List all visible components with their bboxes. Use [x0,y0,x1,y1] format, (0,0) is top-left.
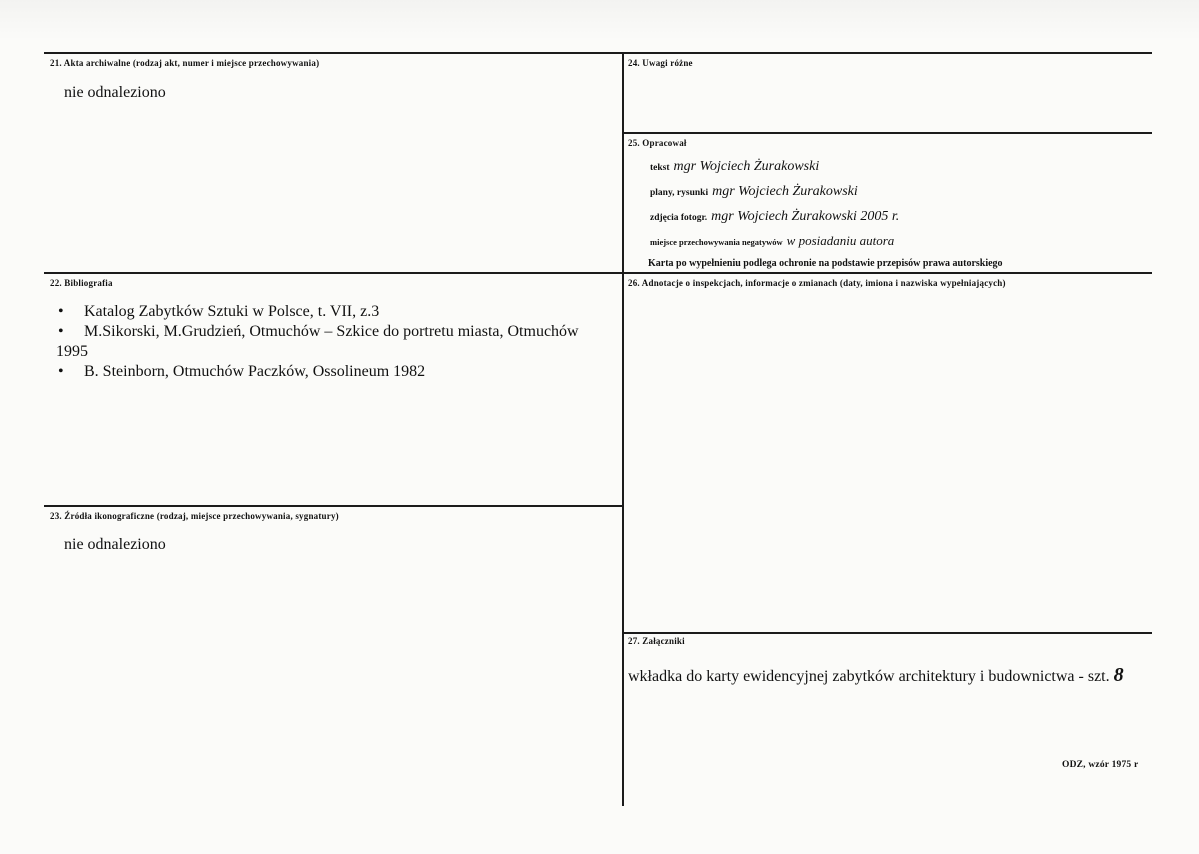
bibliography-item-continuation: 1995 [56,343,88,360]
section-21-value: nie odnaleziono [64,84,166,101]
attachments-value: wkładka do karty ewidencyjnej zabytków architektury i budownictwa - szt. 8 [628,664,1124,686]
author-plans-row: plany, rysunki mgr Wojciech Żurakowski [650,184,858,199]
author-text-row: tekst mgr Wojciech Żurakowski [650,159,820,174]
section-21-label: 21. Akta archiwalne (rodzaj akt, numer i miejsce przechowywania) [50,58,320,68]
section-23-label: 23. Źródła ikonograficzne (rodzaj, miejsce przechowywania, sygnatury) [50,511,339,521]
section-22-label: 22. Bibliografia [50,278,113,288]
bullet-icon: • [58,363,64,380]
author-photos-row: zdjęcia fotogr. mgr Wojciech Żurakowski 2005 r. [650,209,900,224]
top-rule [44,52,1152,54]
rule-27 [622,632,1152,634]
rule-25 [622,132,1152,134]
copyright-notice: Karta po wypełnieniu podlega ochronie na podstawie przepisów prawa autorskiego [648,258,1003,269]
bullet-icon: • [58,323,64,340]
center-divider [622,52,624,806]
section-24-label: 24. Uwagi różne [628,58,693,68]
rule-22-26 [44,272,1152,274]
bibliography-item: • M.Sikorski, M.Grudzień, Otmuchów – Szkice do portretu miasta, Otmuchów [58,323,579,340]
section-25-label: 25. Opracował [628,138,687,148]
negatives-location-row: miejsce przechowywania negatywów w posiadaniu autora [650,233,895,248]
bibliography-item: • B. Steinborn, Otmuchów Paczków, Ossolineum 1982 [58,363,426,380]
rule-23 [44,505,624,507]
section-27-label: 27. Załączniki [628,636,685,646]
bullet-icon: • [58,303,64,320]
form-id: ODZ, wzór 1975 r [1062,760,1139,770]
bibliography-item: • Katalog Zabytków Sztuki w Polsce, t. VII, z.3 [58,303,380,320]
bibliography-list [56,302,624,382]
section-26-label: 26. Adnotacje o inspekcjach, informacje o zmianach (daty, imiona i nazwiska wypełniających) [628,278,1006,288]
attachment-count: 8 [1113,664,1124,686]
section-23-value: nie odnaleziono [64,536,166,553]
